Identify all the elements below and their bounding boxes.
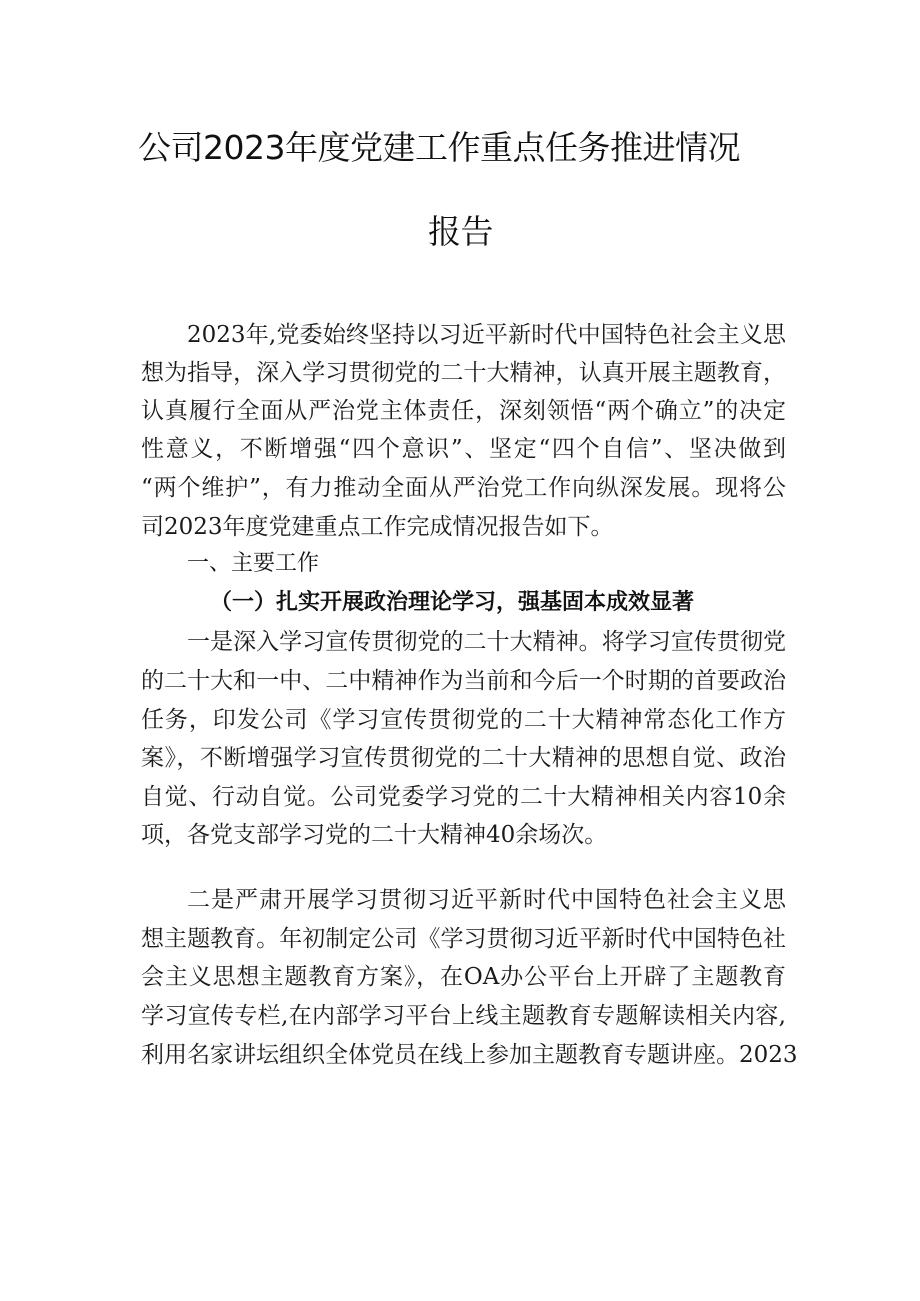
- paragraph-line: 利用名家讲坛组织全体党员在线上参加主题教育专题讲座。2023: [141, 1042, 798, 1068]
- intro-line: 性意义，不断增强“四个意识”、坚定“四个自信”、坚决做到: [141, 436, 786, 462]
- section-heading: 一、主要工作: [187, 551, 320, 576]
- paragraph-line: 想主题教育。年初制定公司《学习贯彻习近平新时代中国特色社: [141, 926, 786, 952]
- intro-line: 2023年,党委始终坚持以习近平新时代中国特色社会主义思: [187, 322, 786, 348]
- intro-line: “两个维护”，有力推动全面从严治党工作向纵深发展。现将公: [141, 475, 786, 501]
- subsection-heading: （一）扎实开展政治理论学习，强基固本成效显著: [210, 590, 695, 615]
- paragraph-line: 自觉、行动自觉。公司党委学习党的二十大精神相关内容10余: [141, 784, 786, 810]
- paragraph-line: 任务，印发公司《学习宣传贯彻党的二十大精神常态化工作方: [141, 707, 786, 733]
- paragraph-line: 的二十大和一中、二中精神作为当前和今后一个时期的首要政治: [141, 668, 786, 694]
- document-title-continued: 报告: [428, 212, 493, 251]
- paragraph-line: 项，各党支部学习党的二十大精神40余场次。: [141, 822, 608, 848]
- intro-line: 认真履行全面从严治党主体责任，深刻领悟“两个确立”的决定: [141, 398, 786, 424]
- paragraph-line: 案》，不断增强学习宣传贯彻党的二十大精神的思想自觉、政治: [141, 745, 786, 771]
- paragraph-line: 学习宣传专栏,在内部学习平台上线主题教育专题解读相关内容,: [141, 1003, 786, 1029]
- intro-line: 想为指导，深入学习贯彻党的二十大精神，认真开展主题教育，: [141, 360, 786, 386]
- paragraph-line: 二是严肃开展学习贯彻习近平新时代中国特色社会主义思: [187, 887, 786, 913]
- paragraph-line: 一是深入学习宣传贯彻党的二十大精神。将学习宣传贯彻党: [187, 629, 786, 655]
- paragraph-line: 会主义思想主题教育方案》，在OA办公平台上开辟了主题教育: [141, 964, 786, 990]
- intro-line: 司2023年度党建重点工作完成情况报告如下。: [141, 514, 614, 540]
- document-title: 公司2023年度党建工作重点任务推进情况: [138, 128, 740, 167]
